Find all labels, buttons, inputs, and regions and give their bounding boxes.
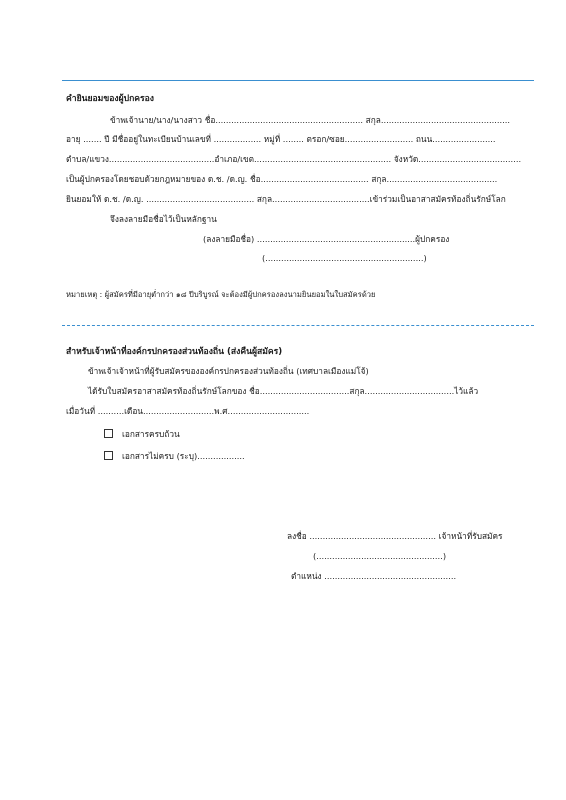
top-rule bbox=[62, 80, 534, 81]
checkbox-incomplete[interactable] bbox=[104, 451, 245, 461]
consent-line-address: อายุ ....... ปี มีชื่ออยู่ในทะเบียนบ้านเลขที่ .................. หมู่ที่ ........ ตรอก/ซอย.......................... ถนน........................ bbox=[66, 134, 496, 144]
officer-name-line: (................................................) bbox=[313, 551, 447, 561]
checkbox-complete-box[interactable] bbox=[104, 429, 113, 438]
checkbox-incomplete-box[interactable] bbox=[104, 451, 113, 460]
consent-line-permit: ยินยอมให้ ด.ช. /ด.ญ. ......................................... สกุล.....................................เข้าร่วมเป็นอาสาสมัครท้องถิ่นรักษ์โลก bbox=[66, 194, 506, 204]
guardian-signature-line: (ลงลายมือชื่อ) ............................................................ผู้ปกครอง bbox=[203, 234, 450, 244]
consent-title: คำยินยอมของผู้ปกครอง bbox=[66, 94, 154, 104]
checkbox-complete[interactable] bbox=[104, 429, 180, 439]
consent-line-name: ข้าพเจ้านาย/นาง/นางสาว ชื่อ........................................................ สกุล................................................. bbox=[110, 115, 511, 125]
official-line-received: ได้รับใบสมัครอาสาสมัครท้องถิ่นรักษ์โลกของ ชื่อ..................................สกุล..................................ไว้แล้ว bbox=[88, 386, 479, 396]
consent-line-evidence: จึงลงลายมือชื่อไว้เป็นหลักฐาน bbox=[110, 214, 217, 224]
consent-line-guardian-of: เป็นผู้ปกครองโดยชอบด้วยกฎหมายของ ด.ช. /ด.ญ. ชื่อ......................................... สกุล.......................................... bbox=[66, 174, 498, 184]
consent-line-district: ตำบล/แขวง........................................อำเภอ/เขต.................................................... จังหวัด....................................... bbox=[66, 154, 522, 164]
officer-position-line: ตำแหน่ง .................................................. bbox=[291, 571, 457, 581]
checkbox-incomplete-label: เอกสารไม่ครบ (ระบุ).................. bbox=[122, 451, 245, 461]
officer-signature-line: ลงชื่อ ................................................ เจ้าหน้าที่รับสมัคร bbox=[287, 531, 503, 541]
official-line-officer: ข้าพเจ้าเจ้าหน้าที่ผู้รับสมัครขององค์กรปกครองส่วนท้องถิ่น (เทศบาลเมืองแม่โจ้) bbox=[88, 366, 369, 376]
official-title: สำหรับเจ้าหน้าที่องค์กรปกครองส่วนท้องถิ่น (ส่งคืนผู้สมัคร) bbox=[66, 347, 283, 357]
checkbox-complete-label: เอกสารครบถ้วน bbox=[122, 429, 180, 439]
official-line-date: เมื่อวันที่ ..........เดือน...........................พ.ศ............................... bbox=[66, 406, 310, 416]
guardian-name-line: (............................................................) bbox=[262, 253, 427, 263]
section-divider bbox=[62, 325, 534, 326]
consent-note: หมายเหตุ : ผู้สมัครที่มีอายุต่ำกว่า ๑๘ ปีบริบูรณ์ จะต้องมีผู้ปกครองลงนามยินยอมในใบสมัครด้วย bbox=[66, 290, 376, 299]
